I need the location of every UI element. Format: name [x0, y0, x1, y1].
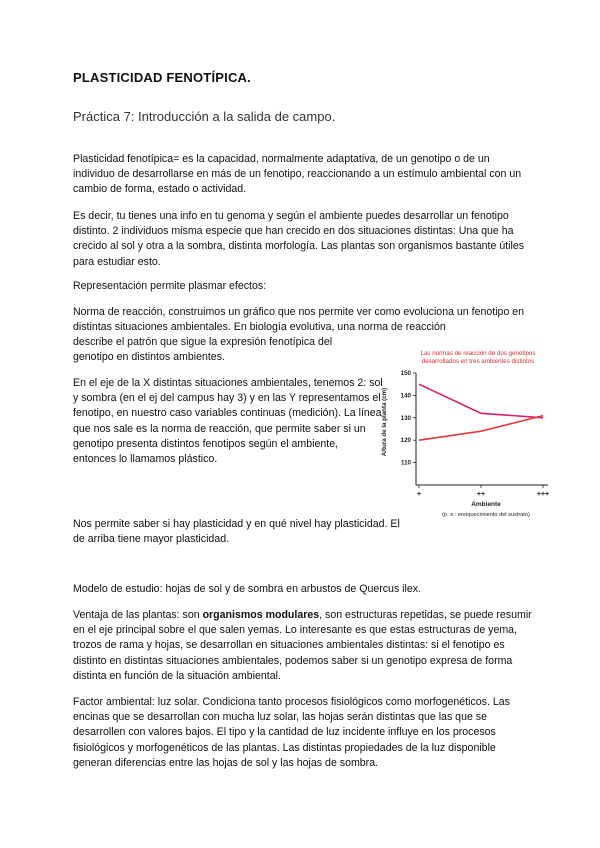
chart-y-tick-label: 140	[400, 392, 411, 400]
paragraph-reaction-norm: Norma de reacción, construimos un gráfico que nos permite ver como evoluciona un fenotipo en distintas situaciones ambientales. En biología evolutiva, una norma de reacción	[73, 306, 525, 334]
page-title: PLASTICIDAD FENOTÍPICA.	[73, 70, 251, 85]
chart-y-tick-label: 130	[400, 414, 411, 422]
paragraph-plasticity: Nos permite saber si hay plasticidad y en qué nivel hay plasticidad. El de arriba tiene mayor plasticidad.	[73, 518, 400, 546]
paragraph-explanation: Es decir, tu tienes una info en tu genoma y según el ambiente puedes desarrollar un fenotipo distinto. 2 individuos misma especie que han crecido en dos situaciones distintas: Una que ha crecido al sol y otra a la sombra, distinta morfología. Las plantas son organismos bastante útiles para estudiar esto.	[73, 210, 525, 268]
modular-organisms-bold: organismos modulares	[202, 609, 320, 621]
paragraph-study-model: Modelo de estudio: hojas de sol y de sombra en arbustos de Quercus ilex.	[73, 583, 422, 595]
chart-xlabel-sub: (p. e.: enriquecimiento del sustrato)	[442, 512, 530, 518]
chart-ylabel: Altura de la planta (cm)	[381, 387, 388, 457]
chart-series-line-2	[419, 416, 543, 441]
paragraph-axes: En el eje de la X distintas situaciones ambientales, tenemos 2: sol y sombra (en el ej del campus hay 3) y en las Y representamos el fenotipo, en nuestro caso variables continuas (medición). La línea que nos sale es la norma de reacción, que permite saber si un genotipo presenta distintos fenotipos según el ambiente, entonces lo llamamos plástico.	[73, 377, 383, 466]
paragraph-environmental-factor: Factor ambiental: luz solar. Condiciona tanto procesos fisiológicos como morfogenéticos. Las encinas que se desarrollan con mucha luz solar, las hojas serán distintas que las que se desarrollen con valores bajos. El tipo y la cantidad de luz incidente influye en los procesos fisiológicos y morfogenéticos de las plantas. Las distintas propiedades de la luz disponible generan diferencias entre las hojas de sol y las hojas de sombra.	[73, 696, 510, 769]
chart-y-tick-label: 150	[400, 370, 411, 377]
paragraph-representation: Representación permite plasmar efectos:	[73, 280, 267, 292]
chart-x-tick-label: ++	[476, 491, 486, 498]
page-subtitle: Práctica 7: Introducción a la salida de campo.	[73, 109, 336, 124]
chart-series-line-1	[419, 384, 543, 418]
chart-xlabel: Ambiente	[471, 501, 501, 508]
chart-title-line2: desarrollados en tres ambientes distintos	[421, 358, 535, 365]
reaction-norm-chart	[370, 345, 560, 525]
modular-text-start: Ventaja de las plantas: son	[73, 609, 203, 621]
chart-y-tick-label: 110	[401, 459, 411, 467]
chart-x-tick-label: +++	[536, 491, 550, 498]
modular-text-end: , son estructuras repetidas, se puede resumir en el eje principal sobre el que salen yemas. Lo interesante es que estas estructuras de yema, trozos de rama y hojas, se desarrollan en situaciones ambientales distintas: si el fenotipo es distinto en distintas situaciones ambientales, podemos saber si un genotipo expresa de forma distinta en función de la situación ambiental.	[73, 609, 532, 682]
chart-x-tick-label: +	[416, 491, 422, 498]
chart-y-tick-label: 120	[400, 437, 411, 445]
paragraph-definition: Plasticidad fenotípica= es la capacidad, normalmente adaptativa, de un genotipo o de un individuo de desarrollarse en más de un fenotipo, reaccionando a un estímulo ambiental con un cambio de forma, estado o actividad.	[73, 153, 522, 196]
paragraph-modular-advantage	[73, 608, 533, 684]
chart-title-line1: Las normas de reacción de dos genotipos	[420, 350, 536, 357]
paragraph-reaction-norm-cont: describe el patrón que sigue la expresión fenotípica del genotipo en distintos ambientes.	[73, 336, 333, 364]
